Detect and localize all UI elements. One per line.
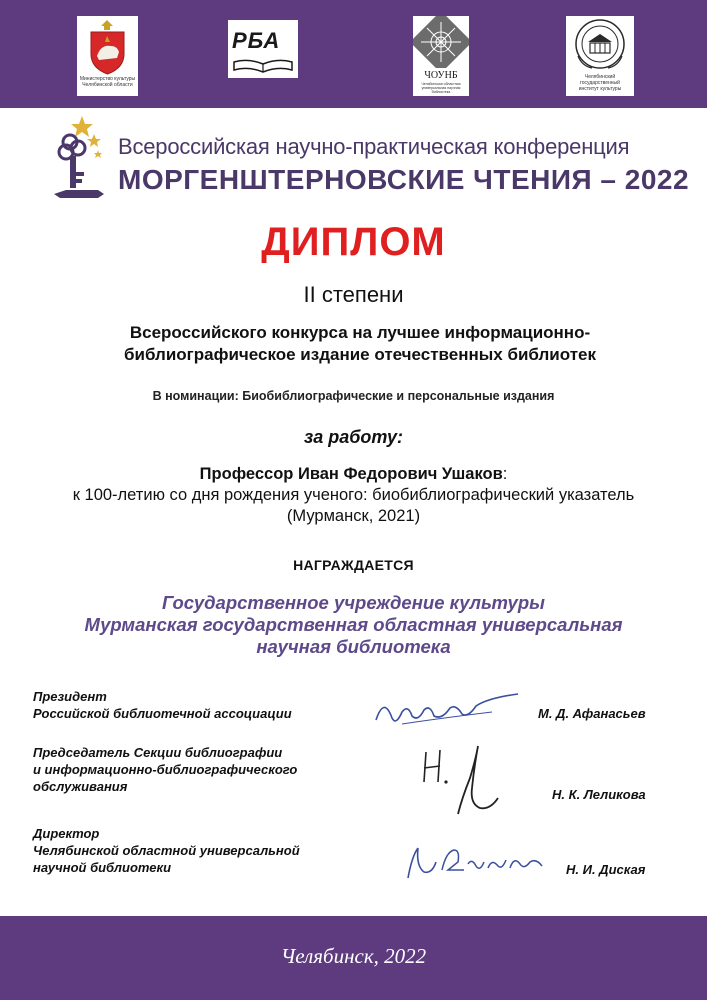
- work-colon: :: [502, 465, 508, 483]
- chounb-emblem-icon: [413, 16, 469, 68]
- for-work-label: за работу:: [304, 427, 403, 447]
- chgik-caption-2: институт культуры: [578, 86, 622, 92]
- signatory-3-role-line-3: научной библиотеки: [33, 860, 172, 875]
- awarded-label: НАГРАЖДАЕТСЯ: [293, 557, 414, 573]
- conference-subtitle: Всероссийская научно-практическая конференция: [118, 134, 630, 159]
- chounb-logo-text: ЧОУНБ: [424, 70, 458, 81]
- coat-of-arms-icon: [77, 16, 138, 76]
- work-subtitle: к 100-летию со дня рождения ученого: биобиблиографический указатель: [72, 486, 635, 504]
- contest-line-1: Всероссийского конкурса на лучшее информационно-: [129, 323, 591, 342]
- signatory-2-role-line-1: Председатель Секции библиографии: [33, 745, 283, 760]
- signatory-2-name: Н. К. Леликова: [552, 787, 646, 802]
- signatory-1-name: М. Д. Афанасьев: [538, 706, 646, 721]
- rba-logo-text: РБА: [232, 28, 281, 53]
- signatory-2-role-line-3: обслуживания: [33, 779, 128, 794]
- coat-of-arms-logo: [77, 16, 138, 96]
- chgik-caption-1: Челябинский государственный: [580, 74, 620, 86]
- chounb-caption: Челябинская областная универсальная научная библиотека: [421, 82, 461, 94]
- contest-line-2: библиографическое издание отечественных библиотек: [124, 345, 596, 364]
- signatory-2-role: [33, 744, 297, 795]
- institute-emblem-icon: [566, 16, 634, 74]
- key-with-stars-icon: [52, 112, 112, 202]
- conference-title: МОРГЕНШТЕРНОВСКИЕ ЧТЕНИЯ – 2022: [118, 164, 690, 195]
- diploma-degree: II степени: [303, 282, 404, 307]
- nomination: В номинации: Биобиблиографические и персональные издания: [152, 389, 555, 403]
- chounb-logo: [413, 16, 469, 96]
- signatory-3-role-line-1: Директор: [33, 826, 100, 841]
- city-year: Челябинск, 2022: [280, 944, 427, 968]
- contest-description: [60, 322, 660, 366]
- institution-line-3: научная библиотека: [256, 636, 451, 657]
- work-description: [20, 464, 687, 527]
- signature-2-icon: [418, 738, 508, 818]
- signature-3-icon: [402, 838, 552, 888]
- signatory-3-role: [33, 825, 300, 876]
- diploma-title: ДИПЛОМ: [261, 220, 446, 264]
- work-title: Профессор Иван Федорович Ушаков: [199, 465, 503, 483]
- institution-line-1: Государственное учреждение культуры: [162, 592, 545, 613]
- work-place-year: (Мурманск, 2021): [286, 507, 421, 525]
- signatory-1-role: [33, 688, 292, 722]
- signatory-2-role-line-2: и информационно-библиографического: [33, 762, 298, 777]
- awarded-institution: [40, 592, 667, 658]
- signatory-3-name: Н. И. Диская: [566, 862, 646, 877]
- open-book-icon: [228, 56, 298, 76]
- signatory-3-role-line-2: Челябинской областной универсальной: [33, 843, 300, 858]
- signatory-1-role-line-2: Российской библиотечной ассоциации: [33, 706, 292, 721]
- institution-line-2: Мурманская государственная областная универсальная: [84, 614, 623, 635]
- coat-caption-1: Министерство культуры: [79, 76, 136, 82]
- rba-logo: [228, 20, 298, 78]
- chgik-logo: [566, 16, 634, 96]
- signatory-1-role-line-1: Президент: [33, 689, 107, 704]
- signature-1-icon: [372, 690, 522, 730]
- coat-caption-2: Челябинской области: [82, 82, 133, 88]
